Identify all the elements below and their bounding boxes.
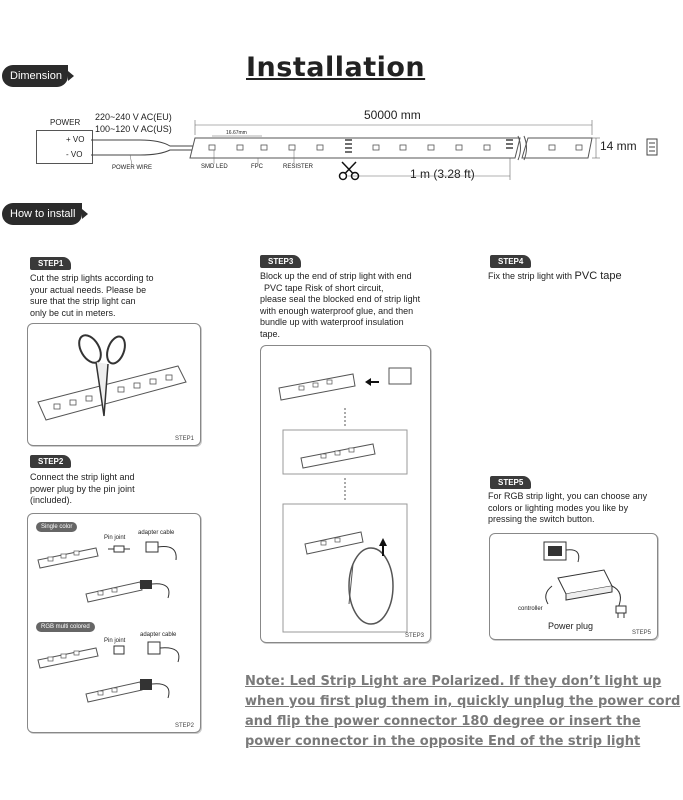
step5-badge: STEP5 bbox=[490, 476, 531, 489]
step3-panel-label: STEP3 bbox=[404, 633, 424, 639]
total-length: 50000 mm bbox=[364, 108, 421, 122]
cut-length: 1 m (3.28 ft) bbox=[410, 167, 475, 181]
step2-line: (included). bbox=[30, 495, 73, 505]
step1-line: Cut the strip lights according to bbox=[30, 273, 154, 283]
step3-line: PVC tape Risk of short circuit, bbox=[264, 282, 384, 293]
smd-led-label: SMD LED bbox=[201, 164, 228, 170]
step1-panel-label: STEP1 bbox=[174, 436, 194, 442]
voltage-us: 100~120 V AC(US) bbox=[95, 124, 172, 134]
step2-badge: STEP2 bbox=[30, 455, 71, 468]
step4-text-suffix: PVC tape bbox=[574, 270, 622, 282]
how-to-install-tag bbox=[2, 203, 82, 225]
resister-label: RESISTER bbox=[283, 164, 314, 170]
step1-panel bbox=[27, 323, 201, 446]
step1-line: your actual needs. Please be bbox=[30, 284, 147, 295]
controller-label: controller bbox=[518, 606, 543, 612]
pin-joint-label-rgb: Pin joint bbox=[104, 638, 126, 644]
step2-text bbox=[30, 472, 135, 507]
step3-panel bbox=[260, 345, 431, 643]
voltage-eu: 220~240 V AC(EU) bbox=[95, 112, 172, 122]
page-title: Installation bbox=[246, 52, 426, 83]
power-wire-label: POWER WIRE bbox=[112, 165, 152, 171]
step5-panel bbox=[489, 533, 658, 640]
step3-line: tape. bbox=[260, 328, 281, 339]
step5-line: For RGB strip light, you can choose any bbox=[488, 491, 648, 501]
step3-line: bundle up with waterproof insulation bbox=[260, 317, 404, 327]
step1-line: only be cut in meters. bbox=[30, 307, 116, 318]
step5-panel-label: STEP5 bbox=[631, 630, 651, 636]
scissors-icon bbox=[338, 160, 360, 182]
polarity-note: Note: Led Strip Light are Polarized. If they don’t light up when you first plug them in, quickly unplug the power cord and flip the power connector 180 degree or insert the power connector in the opposite End of the strip light bbox=[245, 674, 681, 749]
step3-illustration bbox=[261, 346, 430, 642]
step1-illustration bbox=[28, 324, 200, 445]
how-to-install-label: How to install bbox=[10, 208, 76, 220]
step3-line: please seal the blocked end of strip light bbox=[260, 294, 421, 304]
power-label: POWER bbox=[50, 118, 81, 127]
step4-badge: STEP4 bbox=[490, 255, 531, 268]
dimension-tag-label: Dimension bbox=[10, 70, 62, 82]
rgb-tag: RGB multi colored bbox=[36, 622, 95, 632]
plus-vo-label: + VO bbox=[66, 135, 85, 144]
step2-panel bbox=[27, 513, 201, 733]
step5-text bbox=[488, 491, 647, 526]
single-color-tag: Single color bbox=[36, 522, 77, 532]
adapter-cable-label: adapter cable bbox=[138, 530, 175, 536]
power-plug-label: Power plug bbox=[548, 621, 594, 631]
step2-illustration bbox=[28, 514, 200, 732]
step1-line: sure that the strip light can bbox=[30, 296, 136, 306]
step3-line: with enough waterproof glue, and then bbox=[260, 305, 414, 316]
step2-line: Connect the strip light and bbox=[30, 472, 135, 482]
segment-length: 16.67mm bbox=[226, 130, 247, 136]
minus-vo-label: - VO bbox=[66, 150, 83, 159]
step2-line: power plug by the pin joint bbox=[30, 483, 135, 494]
step4-text-prefix: Fix the strip light with bbox=[488, 271, 575, 281]
step3-badge: STEP3 bbox=[260, 255, 301, 268]
step4-text bbox=[488, 271, 622, 283]
step3-line: Block up the end of strip light with end bbox=[260, 271, 412, 281]
step2-panel-label: STEP2 bbox=[174, 723, 194, 729]
adapter-cable-label-rgb: adapter cable bbox=[140, 632, 177, 638]
step5-line: pressing the switch button. bbox=[488, 514, 595, 524]
pin-joint-label: Pin joint bbox=[104, 535, 126, 541]
fpc-label: FPC bbox=[251, 164, 263, 170]
step1-badge: STEP1 bbox=[30, 257, 71, 270]
strip-width: 14 mm bbox=[600, 139, 637, 153]
step3-text bbox=[260, 271, 470, 340]
step5-line: colors or lighting modes you like by bbox=[488, 502, 629, 513]
step1-text bbox=[30, 273, 154, 319]
